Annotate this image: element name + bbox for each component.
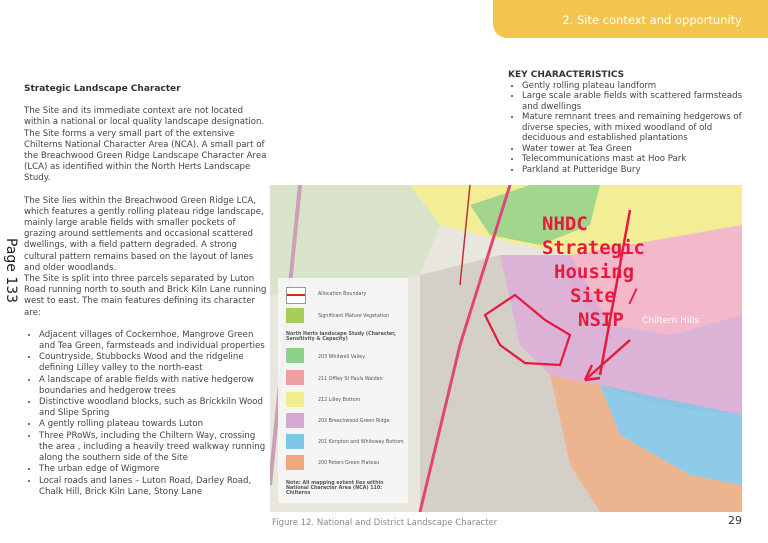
paragraph: The Site lies within the Breachwood Green Ridge LCA, which features a gently rolling plateau ridge landscape, mainly large arable fields with smaller pockets of grazing around settlements and occasional scattered dwellings, with a field pattern degraded. A strong cultural pattern remains based on the layout of lanes and older woodlands. xyxy=(24,195,264,273)
vegetation-swatch xyxy=(286,308,304,323)
list-item: • Water tower at Tea Green xyxy=(522,144,753,155)
list-item: • Local roads and lanes – Luton Road, Darley Road, Chalk Hill, Brick Kiln Lane, Stony Lane xyxy=(39,476,268,498)
legend-label: 200 Peters Green Plateau xyxy=(318,461,380,466)
section-heading: Strategic Landscape Character xyxy=(24,84,181,94)
list-item: • Gently rolling plateau landform xyxy=(522,81,753,92)
feature-list xyxy=(24,330,268,498)
list-item: • Three PRoWs, including the Chiltern Way, crossing the area , including a heavily treed walkway running along the southern side of the Site xyxy=(39,431,268,465)
annotation-line: NHDC xyxy=(542,213,588,235)
key-characteristics xyxy=(508,70,753,175)
page-stamp: Page 133 xyxy=(3,238,19,304)
legend-swatch xyxy=(286,348,304,363)
list-item: • Adjacent villages of Cockernhoe, Mangrove Green and Tea Green, farmsteads and individual properties xyxy=(39,330,268,352)
annotation-line: Site / xyxy=(570,285,639,307)
list-item: • The urban edge of Wigmore xyxy=(39,464,268,475)
legend-label: 202 Breachwood Green Ridge xyxy=(318,419,390,424)
legend-note: Note: All mapping extent lies within National Character Area (NCA) 110: Chilterns xyxy=(286,481,384,496)
list-item: • Countryside, Stubbocks Wood and the ridgeline defining Lilley valley to the north-east xyxy=(39,352,268,374)
section-banner xyxy=(493,0,768,38)
list-item: • Distinctive woodland blocks, such as Brickkiln Wood and Slipe Spring xyxy=(39,397,268,419)
annotation-line: NSIP xyxy=(578,309,624,331)
list-item: • A landscape of arable fields with native hedgerow boundaries and hedgerow trees xyxy=(39,375,268,397)
key-heading: KEY CHARACTERISTICS xyxy=(508,70,625,80)
list-item: • Telecommunications mast at Hoo Park xyxy=(522,154,753,165)
legend-swatch xyxy=(286,455,304,470)
legend-label: 203 Whitwell Valley xyxy=(318,355,366,360)
legend-label: 212 Lilley Bottom xyxy=(318,398,361,403)
paragraph: The Site is split into three parcels separated by Luton Road running north to south and Brick Kiln Lane running west to east. The main features defining its character are: xyxy=(24,274,267,318)
list-item: • Parkland at Putteridge Bury xyxy=(522,165,753,176)
legend-swatch xyxy=(286,434,304,449)
legend-swatch xyxy=(286,413,304,428)
list-item: • Mature remnant trees and remaining hedgerows of diverse species, with mixed woodland of old deciduous and established plantations xyxy=(522,112,753,144)
figure-caption: Figure 12. National and District Landscape Character xyxy=(272,518,498,528)
legend-label: Significant Mature Vegetation xyxy=(318,314,390,319)
legend-label: 201 Kimpton and Whiteway Bottom xyxy=(318,440,404,445)
section-title: 2. Site context and opportunity xyxy=(562,13,742,27)
legend-swatch xyxy=(286,392,304,407)
list-item: • A gently rolling plateau towards Luton xyxy=(39,419,268,430)
map-legend xyxy=(278,278,408,503)
handwritten-annotation xyxy=(542,212,645,332)
annotation-line: Housing xyxy=(554,261,635,283)
legend-title: North Herts landscape Study (Character, Sensitivity & Capacity) xyxy=(286,332,396,342)
landscape-text xyxy=(24,84,268,498)
list-item: • Large scale arable fields with scattered farmsteads and dwellings xyxy=(522,91,753,112)
paragraph: The Site and its immediate context are not located within a national or local quality landscape designation. The Site forms a very small part of the extensive Chilterns National Character Area (NCA). A small part of the Breachwood Green Ridge Landscape Character Area (LCA) as identified within the North Herts Landscape Study. xyxy=(24,106,267,184)
legend-swatch xyxy=(286,370,304,385)
legend-label: 211 Offley St Pauls Walden xyxy=(318,377,383,382)
allocation-swatch xyxy=(286,287,306,304)
page-number: 29 xyxy=(728,514,742,527)
legend-label: Allocation Boundary xyxy=(318,292,367,297)
annotation-line: Strategic xyxy=(542,237,645,259)
place-label: Chiltern Hills xyxy=(642,316,700,326)
